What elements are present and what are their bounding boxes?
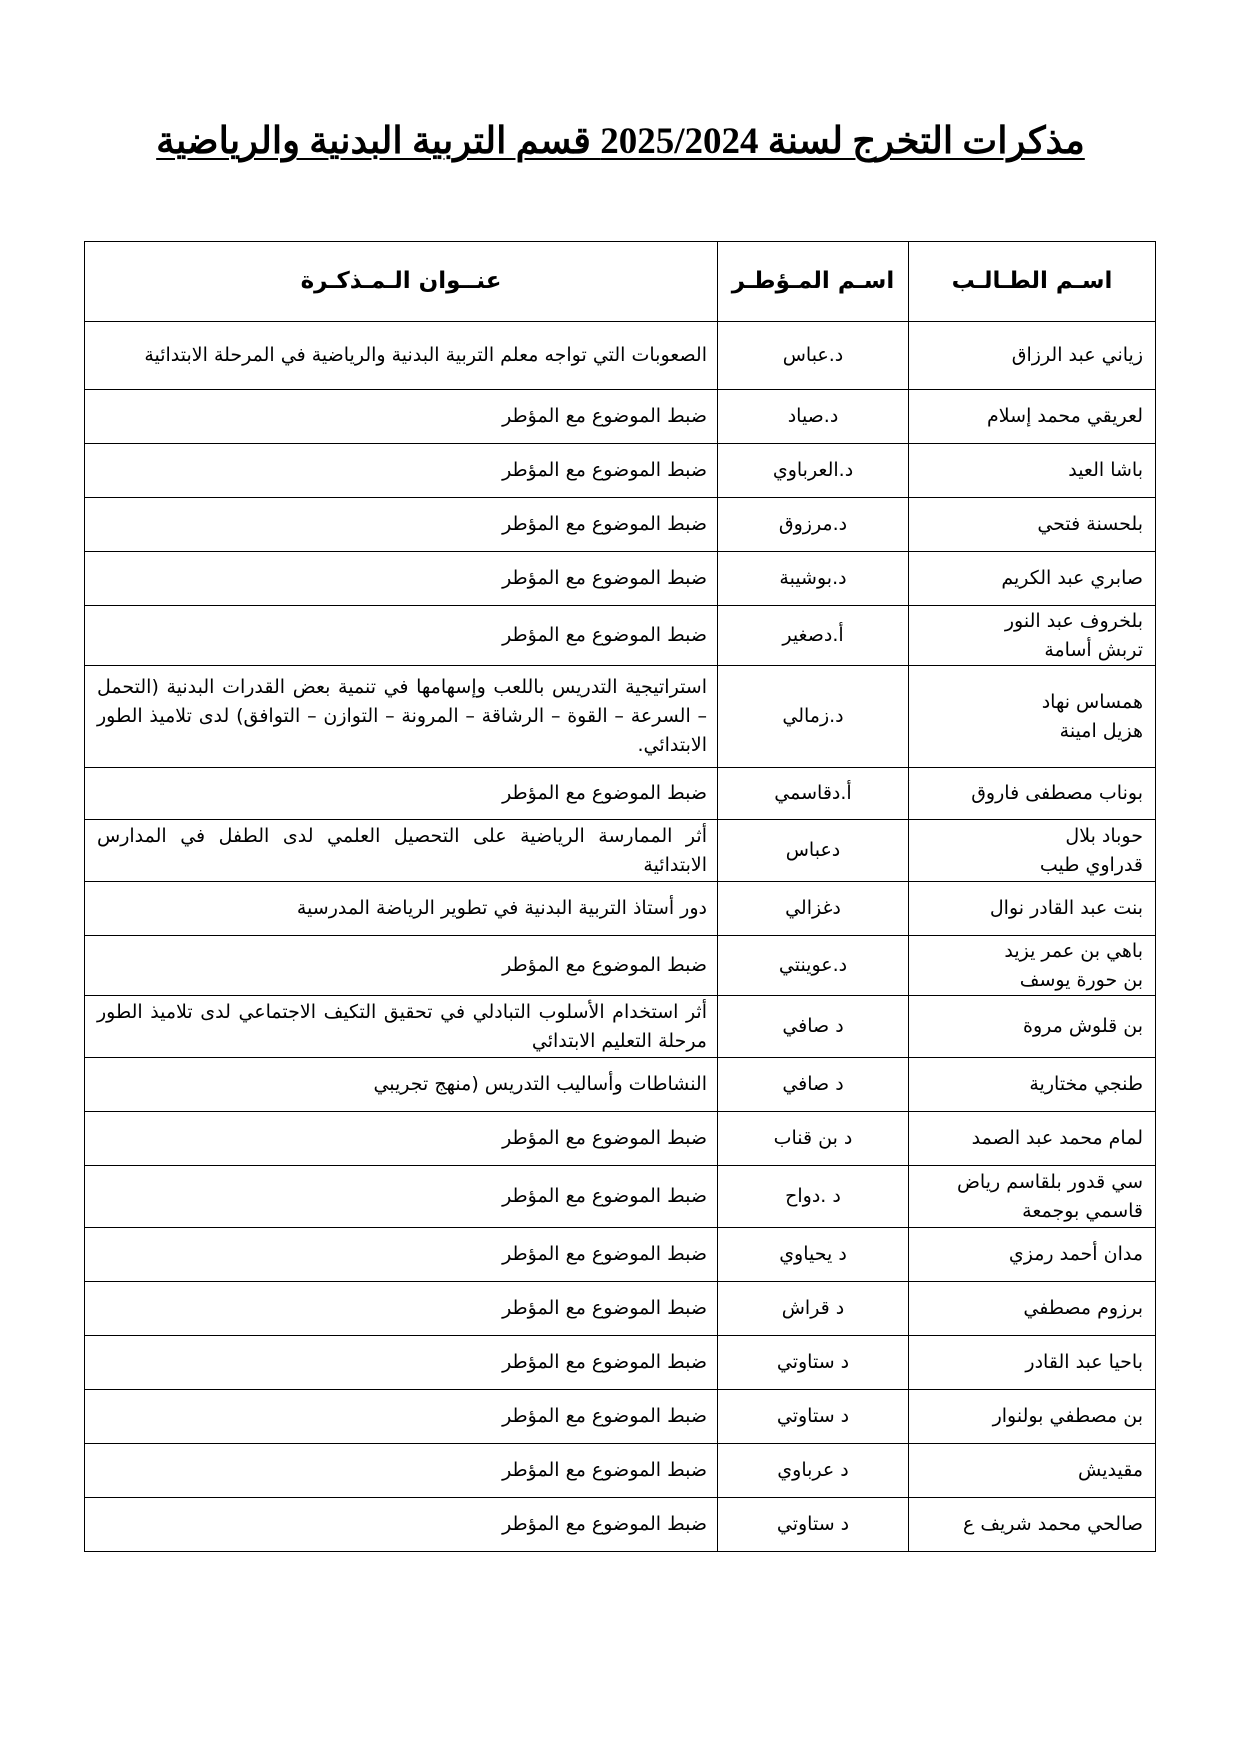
table-row [85, 1336, 1156, 1390]
student-name-header: اسـم الطـالـب [909, 242, 1156, 322]
thesis-title-cell: أثر الممارسة الرياضية على التحصيل العلمي لدى الطفل في المدارس الابتدائية [85, 820, 718, 882]
student-name: بن قلوش مروة [1022, 1015, 1143, 1037]
supervisor-name-cell: د.مرزوق [718, 498, 909, 552]
student-name: صالحي محمد شريف ع [962, 1513, 1143, 1535]
table-row [85, 1498, 1156, 1552]
student-name: باهي بن عمر يزيد [1004, 939, 1143, 962]
supervisor-name-cell: د .دواح [718, 1166, 909, 1228]
supervisor-name-cell: د.زمالي [718, 666, 909, 768]
student-name-cell [909, 1444, 1156, 1498]
student-name-cell [909, 1166, 1156, 1228]
supervisor-name-cell: د بن قناب [718, 1112, 909, 1166]
student-name-cell [909, 1058, 1156, 1112]
student-name: زياني عبد الرزاق [1011, 344, 1143, 366]
table-row [85, 1058, 1156, 1112]
table-row [85, 936, 1156, 996]
table-row [85, 1112, 1156, 1166]
student-name-cell [909, 666, 1156, 768]
student-name-cell [909, 882, 1156, 936]
thesis-title-cell: الصعوبات التي تواجه معلم التربية البدنية والرياضية في المرحلة الابتدائية [85, 322, 718, 390]
thesis-title-cell: ضبط الموضوع مع المؤطر [85, 1390, 718, 1444]
student-name: لمام محمد عبد الصمد [971, 1127, 1143, 1149]
student-name: بن مصطفي بولنوار [992, 1405, 1143, 1427]
student-name-cell [909, 1498, 1156, 1552]
thesis-title-cell: ضبط الموضوع مع المؤطر [85, 1112, 718, 1166]
student-name-cell [909, 1336, 1156, 1390]
thesis-title-cell: ضبط الموضوع مع المؤطر [85, 1336, 718, 1390]
thesis-title-cell: دور أستاذ التربية البدنية في تطوير الرياضة المدرسية [85, 882, 718, 936]
table-row [85, 1282, 1156, 1336]
thesis-title-cell: ضبط الموضوع مع المؤطر [85, 1166, 718, 1228]
table-row [85, 1390, 1156, 1444]
thesis-title-cell: ضبط الموضوع مع المؤطر [85, 390, 718, 444]
supervisor-name-cell: د.العرباوي [718, 444, 909, 498]
student-name-cell [909, 552, 1156, 606]
student-name-cell [909, 820, 1156, 882]
student-name: طنجي مختارية [1029, 1073, 1143, 1095]
student-name: تربش أسامة [1044, 638, 1143, 661]
student-name-cell [909, 1390, 1156, 1444]
theses-table [84, 241, 1156, 1552]
student-name-cell [909, 996, 1156, 1058]
student-name: باحيا عبد القادر [1025, 1351, 1143, 1373]
student-name: برزوم مصطفي [1023, 1297, 1143, 1319]
page-title [0, 118, 1241, 166]
thesis-title-cell: ضبط الموضوع مع المؤطر [85, 444, 718, 498]
student-name-cell [909, 444, 1156, 498]
thesis-title-header: عنــوان الـمـذكـرة [85, 242, 718, 322]
student-name: بن حورة يوسف [1019, 968, 1143, 991]
student-name-cell [909, 1282, 1156, 1336]
thesis-title-cell: ضبط الموضوع مع المؤطر [85, 498, 718, 552]
table-row [85, 498, 1156, 552]
student-name: هزيل امينة [1059, 719, 1143, 742]
supervisor-name-cell: د.صياد [718, 390, 909, 444]
thesis-title-cell: ضبط الموضوع مع المؤطر [85, 1228, 718, 1282]
table-row [85, 322, 1156, 390]
thesis-title-cell: أثر استخدام الأسلوب التبادلي في تحقيق التكيف الاجتماعي لدى تلاميذ الطور مرحلة التعليم الابتدائي [85, 996, 718, 1058]
student-name: حوباد بلال [1065, 824, 1143, 847]
table-row [85, 882, 1156, 936]
student-name: لعريقي محمد إسلام [987, 405, 1143, 427]
student-name-cell [909, 390, 1156, 444]
student-name: همساس نهاد [1041, 690, 1143, 713]
student-name: مدان أحمد رمزي [1008, 1243, 1143, 1265]
supervisor-name-cell: د صافي [718, 1058, 909, 1112]
student-name-cell [909, 768, 1156, 820]
student-name: باشا العيد [1068, 459, 1143, 481]
student-name-cell [909, 322, 1156, 390]
supervisor-name-cell: د قراش [718, 1282, 909, 1336]
table-row [85, 552, 1156, 606]
student-name: بلحسنة فتحي [1037, 513, 1143, 535]
table-row [85, 1444, 1156, 1498]
supervisor-name-cell: د.عوينتي [718, 936, 909, 996]
student-name: بلخروف عبد النور [1004, 609, 1143, 632]
table-row [85, 1166, 1156, 1228]
student-name-cell [909, 1228, 1156, 1282]
student-name-cell [909, 936, 1156, 996]
student-name: سي قدور بلقاسم رياض [956, 1170, 1143, 1193]
table-body [85, 322, 1156, 1552]
table-header-row [85, 242, 1156, 322]
supervisor-name-cell: د صافي [718, 996, 909, 1058]
page-title-text: مذكرات التخرج لسنة 2025/2024 قسم التربية البدنية والرياضية [156, 121, 1085, 162]
supervisor-name-cell: د يحياوي [718, 1228, 909, 1282]
supervisor-name-header: اسـم المـؤطـر [718, 242, 909, 322]
thesis-title-cell: ضبط الموضوع مع المؤطر [85, 1498, 718, 1552]
supervisor-name-cell: أ.دقاسمي [718, 768, 909, 820]
student-name: بوناب مصطفى فاروق [971, 782, 1143, 804]
supervisor-name-cell: د ستاوتي [718, 1498, 909, 1552]
table-row [85, 768, 1156, 820]
student-name-cell [909, 1112, 1156, 1166]
supervisor-name-cell: أ.دصغير [718, 606, 909, 666]
supervisor-name-cell: د عرباوي [718, 1444, 909, 1498]
supervisor-name-cell: د ستاوتي [718, 1336, 909, 1390]
student-name-cell [909, 498, 1156, 552]
supervisor-name-cell: دغزالي [718, 882, 909, 936]
student-name-cell [909, 606, 1156, 666]
thesis-title-cell: ضبط الموضوع مع المؤطر [85, 1444, 718, 1498]
thesis-title-cell: ضبط الموضوع مع المؤطر [85, 552, 718, 606]
thesis-title-cell: استراتيجية التدريس باللعب وإسهامها في تنمية بعض القدرات البدنية (التحمل – السرعة – القوة – الرشاقة – المرونة – التوازن – التوافق) لدى تلاميذ الطور الابتدائي. [85, 666, 718, 768]
table-row [85, 444, 1156, 498]
thesis-title-cell: ضبط الموضوع مع المؤطر [85, 936, 718, 996]
student-name: قدراوي طيب [1039, 853, 1143, 876]
supervisor-name-cell: د.عباس [718, 322, 909, 390]
thesis-title-cell: ضبط الموضوع مع المؤطر [85, 768, 718, 820]
student-name: مقيديش [1077, 1459, 1143, 1481]
student-name: صابري عبد الكريم [1001, 567, 1143, 589]
table-row [85, 1228, 1156, 1282]
table-row [85, 996, 1156, 1058]
supervisor-name-cell: دعباس [718, 820, 909, 882]
student-name: قاسمي بوجمعة [1022, 1199, 1143, 1222]
thesis-title-cell: ضبط الموضوع مع المؤطر [85, 606, 718, 666]
table-row [85, 390, 1156, 444]
student-name: بنت عبد القادر نوال [989, 897, 1143, 919]
table-row [85, 820, 1156, 882]
thesis-title-cell: ضبط الموضوع مع المؤطر [85, 1282, 718, 1336]
table-row [85, 606, 1156, 666]
table-row [85, 666, 1156, 768]
thesis-title-cell: النشاطات وأساليب التدريس (منهج تجريبي [85, 1058, 718, 1112]
supervisor-name-cell: د ستاوتي [718, 1390, 909, 1444]
supervisor-name-cell: د.بوشيبة [718, 552, 909, 606]
